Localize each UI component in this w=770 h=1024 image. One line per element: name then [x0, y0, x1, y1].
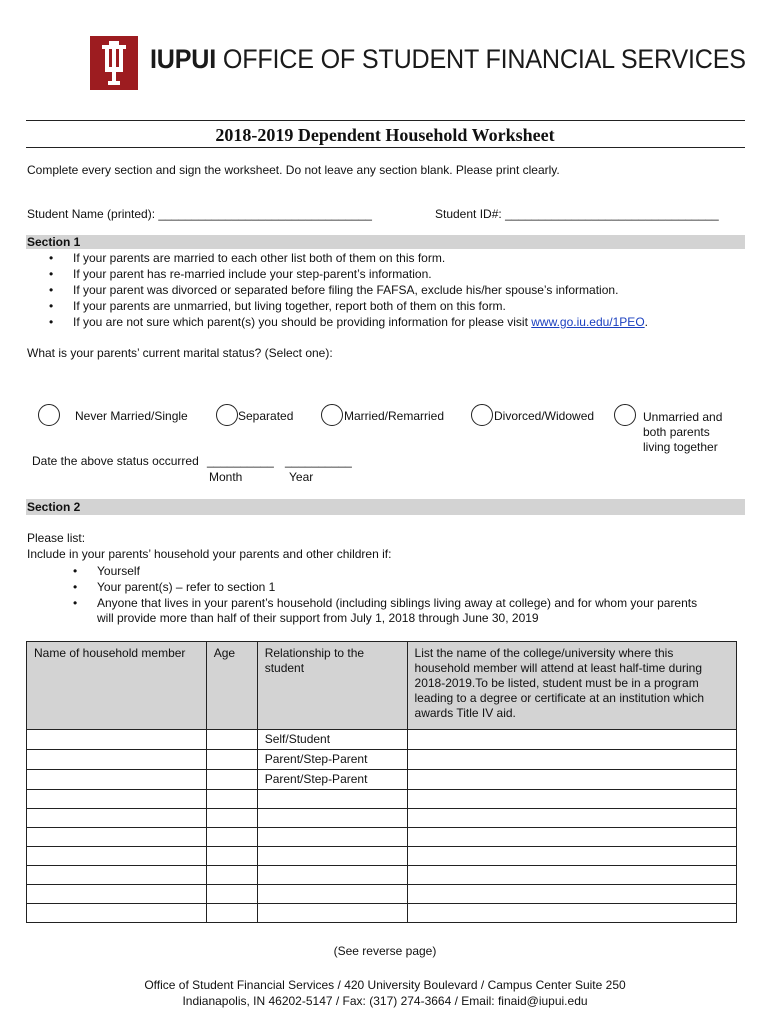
section1-bar: [26, 235, 745, 249]
please-list: Please list:: [27, 531, 86, 545]
age-cell[interactable]: [206, 730, 257, 750]
option-married: Married/Remarried: [344, 409, 445, 423]
divider-under-title: [26, 147, 745, 148]
college-cell[interactable]: [407, 770, 736, 790]
table-row: [27, 904, 737, 923]
section1-bullet: • If your parent has re-married include your step-parent’s information.: [49, 266, 648, 282]
age-cell[interactable]: [206, 790, 257, 809]
section2-bullet: • Your parent(s) – refer to section 1: [73, 579, 697, 595]
name-cell[interactable]: [27, 904, 207, 923]
see-reverse: (See reverse page): [333, 944, 437, 958]
month-label: Month: [209, 470, 243, 484]
col-name-header: Name of household member: [27, 642, 207, 730]
section2-bullet-cont: will provide more than half of their support from July 1, 2018 through June 30, 2019: [97, 611, 539, 625]
name-cell[interactable]: [27, 770, 207, 790]
intro-text: Complete every section and sign the worksheet. Do not leave any section blank. Please print clearly.: [27, 163, 560, 177]
table-header-row: [27, 642, 737, 730]
table-row: [27, 847, 737, 866]
college-cell[interactable]: [407, 730, 736, 750]
section2-bullets: [73, 563, 697, 611]
age-cell[interactable]: [206, 885, 257, 904]
age-cell[interactable]: [206, 770, 257, 790]
relationship-cell[interactable]: [257, 847, 407, 866]
col-relationship-header: Relationship to the student: [257, 642, 407, 730]
name-cell[interactable]: [27, 750, 207, 770]
month-line[interactable]: __________: [207, 454, 274, 468]
peo-link[interactable]: www.go.iu.edu/1PEO: [531, 315, 645, 329]
table-row: [27, 885, 737, 904]
footer-address-1: Office of Student Financial Services / 420 University Boulevard / Campus Center Suite 250: [144, 978, 626, 992]
option-never-married: Never Married/Single: [75, 409, 188, 423]
option-unmarried: [643, 410, 722, 455]
table-row: [27, 750, 737, 770]
student-id-line[interactable]: ________________________________: [505, 207, 719, 221]
relationship-cell[interactable]: [257, 828, 407, 847]
option-unmarried-line: Unmarried and: [643, 410, 723, 424]
radio-unmarried[interactable]: [614, 404, 636, 426]
radio-never-married[interactable]: [38, 404, 60, 426]
age-cell[interactable]: [206, 904, 257, 923]
radio-divorced[interactable]: [471, 404, 493, 426]
marital-question: What is your parents’ current marital status? (Select one):: [27, 346, 333, 360]
name-cell[interactable]: [27, 730, 207, 750]
section1-bullet-end: .: [644, 315, 648, 329]
college-cell[interactable]: [407, 904, 736, 923]
relationship-cell[interactable]: [257, 866, 407, 885]
col-college-header: List the name of the college/university where this household member will attend at least half-time during 2018-2019.To be listed, student must be in a program leading to a degree or certificate at an institution which awards Title IV aid.: [407, 642, 736, 730]
divider-top: [26, 120, 745, 121]
table-row: [27, 790, 737, 809]
table-row: [27, 730, 737, 750]
section1-bullets: [49, 250, 648, 330]
footer-address-2: Indianapolis, IN 46202-5147 / Fax: (317) 274-3664 / Email: finaid@iupui.edu: [182, 994, 588, 1008]
college-cell[interactable]: [407, 866, 736, 885]
table-row: [27, 828, 737, 847]
relationship-cell: Parent/Step-Parent: [257, 770, 407, 790]
org-bold: IUPUI: [150, 44, 217, 74]
col-age-header: Age: [206, 642, 257, 730]
section1-heading: Section 1: [27, 235, 81, 249]
age-cell[interactable]: [206, 750, 257, 770]
age-cell[interactable]: [206, 847, 257, 866]
logo-mark-text: IU: [90, 36, 91, 37]
radio-separated[interactable]: [216, 404, 238, 426]
year-label: Year: [289, 470, 314, 484]
option-separated: Separated: [238, 409, 294, 423]
section1-bullet: • If your parents are unmarried, but living together, report both of them on this form.: [49, 298, 648, 314]
section1-bullet: • If your parents are married to each other list both of them on this form.: [49, 250, 648, 266]
trident-icon: [90, 36, 138, 90]
relationship-cell[interactable]: [257, 904, 407, 923]
relationship-cell: Self/Student: [257, 730, 407, 750]
college-cell[interactable]: [407, 750, 736, 770]
section2-bullet: • Yourself: [73, 563, 697, 579]
student-name-label: Student Name (printed):: [27, 207, 156, 221]
name-cell[interactable]: [27, 866, 207, 885]
age-cell[interactable]: [206, 866, 257, 885]
section2-bullet: • Anyone that lives in your parent’s household (including siblings living away at college) and for whom your parents: [73, 595, 697, 611]
iu-logo: [90, 36, 138, 90]
college-cell[interactable]: [407, 828, 736, 847]
page-title: 2018-2019 Dependent Household Worksheet: [215, 125, 555, 145]
table-row: [27, 866, 737, 885]
relationship-cell[interactable]: [257, 809, 407, 828]
college-cell[interactable]: [407, 809, 736, 828]
college-cell[interactable]: [407, 790, 736, 809]
relationship-cell[interactable]: [257, 885, 407, 904]
section2-heading: Section 2: [27, 500, 81, 514]
org-rest: OFFICE OF STUDENT FINANCIAL SERVICES: [222, 44, 746, 74]
student-name-line[interactable]: ________________________________: [158, 207, 372, 221]
section1-bullet: • If your parent was divorced or separated before filing the FAFSA, exclude his/her spouse’s information.: [49, 282, 648, 298]
year-line[interactable]: __________: [285, 454, 352, 468]
name-cell[interactable]: [27, 885, 207, 904]
name-cell[interactable]: [27, 790, 207, 809]
section2-bar: [26, 499, 745, 515]
name-cell[interactable]: [27, 847, 207, 866]
age-cell[interactable]: [206, 809, 257, 828]
office-title: [150, 44, 746, 75]
option-unmarried-line: living together: [643, 440, 718, 454]
date-label: Date the above status occurred: [32, 454, 199, 468]
name-cell[interactable]: [27, 828, 207, 847]
student-id-label: Student ID#:: [435, 207, 502, 221]
age-cell[interactable]: [206, 828, 257, 847]
section1-bullet-text: If you are not sure which parent(s) you should be providing information for please visit: [73, 315, 532, 329]
relationship-cell[interactable]: [257, 790, 407, 809]
table-row: [27, 770, 737, 790]
name-cell[interactable]: [27, 809, 207, 828]
radio-married[interactable]: [321, 404, 343, 426]
option-unmarried-line: both parents: [643, 425, 710, 439]
relationship-cell: Parent/Step-Parent: [257, 750, 407, 770]
include-text: Include in your parents’ household your parents and other children if:: [27, 547, 392, 561]
option-divorced: Divorced/Widowed: [494, 409, 595, 423]
household-table: [26, 641, 737, 923]
student-id-field[interactable]: [435, 207, 719, 221]
college-cell[interactable]: [407, 885, 736, 904]
student-name-field[interactable]: [27, 207, 372, 221]
college-cell[interactable]: [407, 847, 736, 866]
section1-bullet: [49, 314, 648, 330]
table-row: [27, 809, 737, 828]
